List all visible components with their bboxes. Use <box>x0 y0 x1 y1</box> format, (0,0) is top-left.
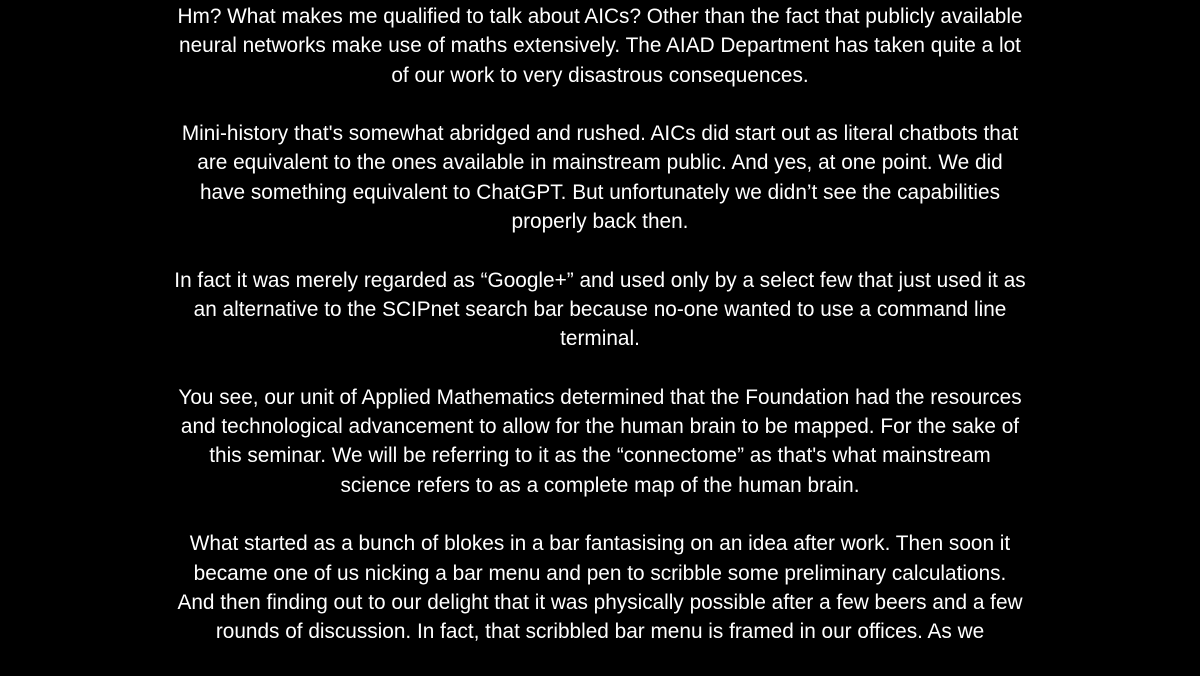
text-line: And then finding out to our delight that it was physically possible after a few beers and a few <box>177 590 1023 614</box>
text-line: rounds of discussion. In fact, that scribbled bar menu is framed in our offices. As we <box>215 620 985 644</box>
paragraph-4 <box>140 383 1060 500</box>
text-line: Hm? What makes me qualified to talk about AICs? Other than the fact that publicly available <box>177 5 1023 28</box>
text-line: terminal. <box>560 327 640 351</box>
text-line: Mini-history that's somewhat abridged and rushed. AICs did start out as literal chatbots that <box>181 122 1019 146</box>
text-line: and technological advancement to allow for the human brain to be mapped. For the sake of <box>180 415 1020 439</box>
text-line: In fact it was merely regarded as “Google+” and used only by a select few that just used it as <box>174 268 1026 292</box>
paragraph-5 <box>140 529 1060 646</box>
text-line: have something equivalent to ChatGPT. But unfortunately we didn’t see the capabilities <box>199 180 1000 204</box>
paragraph-1 <box>140 2 1060 90</box>
text-line: became one of us nicking a bar menu and pen to scribble some preliminary calculations. <box>193 561 1007 585</box>
text-line: of our work to very disastrous consequences. <box>391 63 809 87</box>
paragraph-2 <box>140 119 1060 236</box>
paragraph-3 <box>140 266 1060 354</box>
text-line: You see, our unit of Applied Mathematics determined that the Foundation had the resources <box>178 385 1022 409</box>
text-line: properly back then. <box>511 210 689 234</box>
text-line: this seminar. We will be referring to it as the “connectome” as that's what mainstream <box>209 444 991 468</box>
text-line: neural networks make use of maths extensively. The AIAD Department has taken quite a lot <box>179 34 1021 58</box>
text-line: science refers to as a complete map of the human brain. <box>340 473 860 497</box>
document-body <box>140 2 1060 676</box>
text-line: are equivalent to the ones available in mainstream public. And yes, at one point. We did <box>197 151 1003 175</box>
text-line: an alternative to the SCIPnet search bar because no-one wanted to use a command line <box>193 297 1007 321</box>
text-line: What started as a bunch of blokes in a bar fantasising on an idea after work. Then soon it <box>189 532 1011 556</box>
